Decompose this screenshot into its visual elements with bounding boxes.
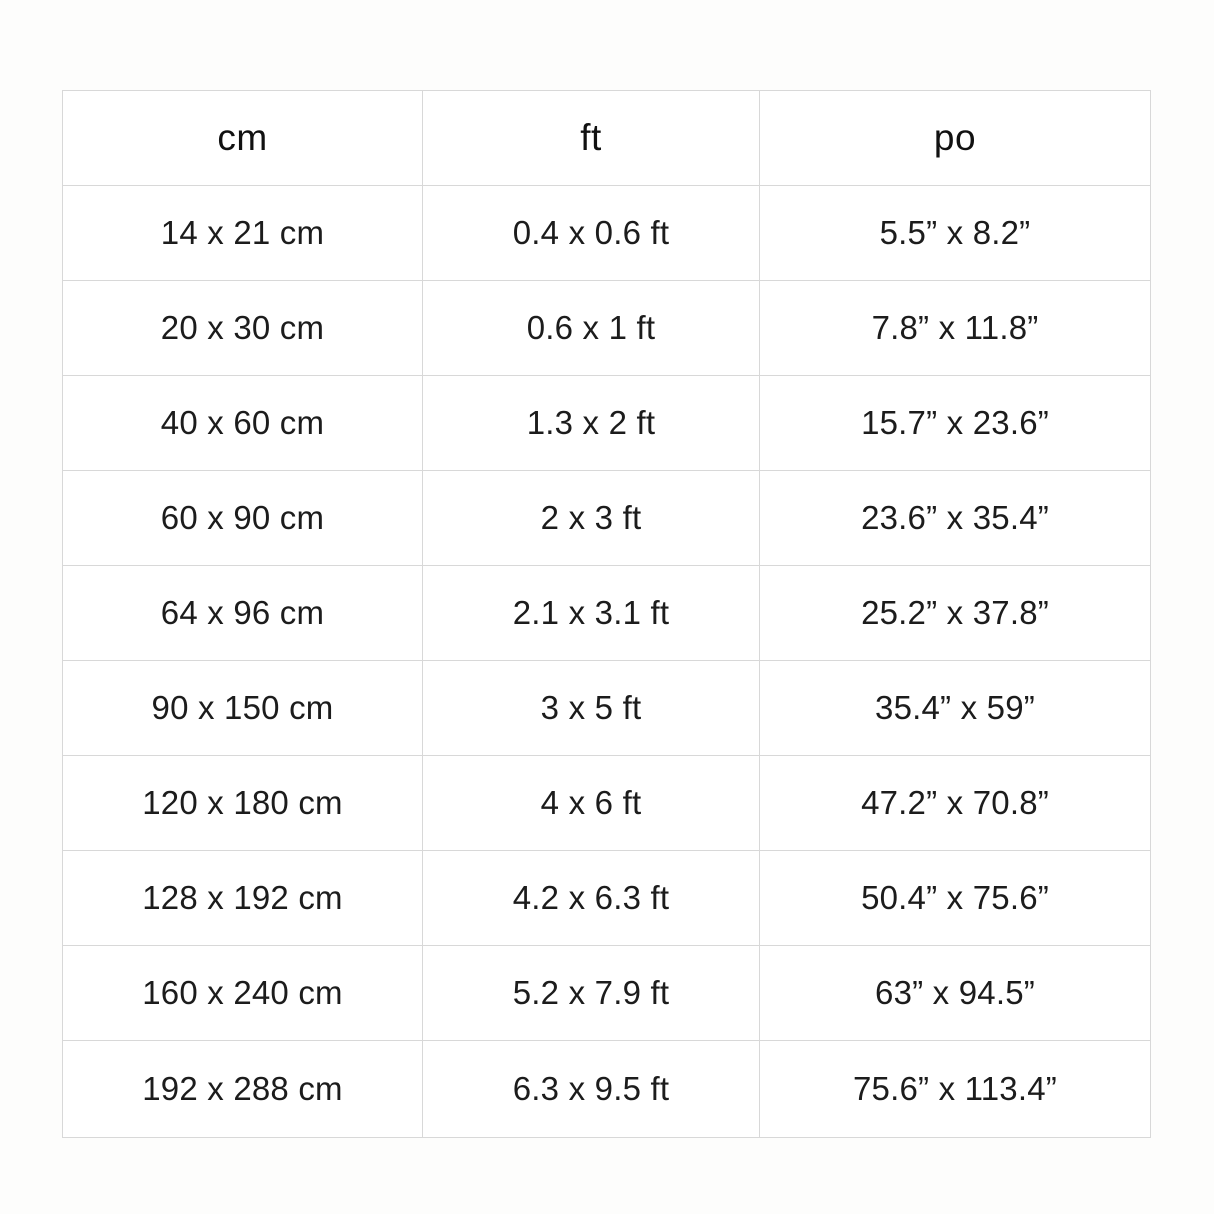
cell-ft: 4.2 x 6.3 ft	[423, 851, 760, 946]
cell-po: 75.6” x 113.4”	[760, 1041, 1151, 1138]
table-row	[63, 566, 1151, 661]
cell-ft: 3 x 5 ft	[423, 661, 760, 756]
table-row	[63, 471, 1151, 566]
cell-po: 5.5” x 8.2”	[760, 186, 1151, 281]
table-body	[63, 186, 1151, 1138]
cell-ft: 6.3 x 9.5 ft	[423, 1041, 760, 1138]
table-row	[63, 376, 1151, 471]
size-conversion-table	[62, 90, 1151, 1138]
table-row	[63, 756, 1151, 851]
size-conversion-table-container	[62, 90, 1150, 1120]
cell-ft: 1.3 x 2 ft	[423, 376, 760, 471]
cell-ft: 0.4 x 0.6 ft	[423, 186, 760, 281]
cell-cm: 128 x 192 cm	[63, 851, 423, 946]
table-row	[63, 946, 1151, 1041]
cell-po: 47.2” x 70.8”	[760, 756, 1151, 851]
cell-ft: 2 x 3 ft	[423, 471, 760, 566]
column-header-po: po	[760, 91, 1151, 186]
cell-cm: 160 x 240 cm	[63, 946, 423, 1041]
cell-po: 63” x 94.5”	[760, 946, 1151, 1041]
cell-cm: 60 x 90 cm	[63, 471, 423, 566]
cell-po: 15.7” x 23.6”	[760, 376, 1151, 471]
cell-cm: 64 x 96 cm	[63, 566, 423, 661]
table-header	[63, 91, 1151, 186]
table-header-row	[63, 91, 1151, 186]
table-row	[63, 851, 1151, 946]
cell-ft: 2.1 x 3.1 ft	[423, 566, 760, 661]
cell-cm: 20 x 30 cm	[63, 281, 423, 376]
cell-ft: 4 x 6 ft	[423, 756, 760, 851]
cell-cm: 14 x 21 cm	[63, 186, 423, 281]
cell-po: 7.8” x 11.8”	[760, 281, 1151, 376]
cell-cm: 192 x 288 cm	[63, 1041, 423, 1138]
cell-cm: 40 x 60 cm	[63, 376, 423, 471]
table-row	[63, 1041, 1151, 1138]
table-row	[63, 661, 1151, 756]
column-header-ft: ft	[423, 91, 760, 186]
cell-po: 25.2” x 37.8”	[760, 566, 1151, 661]
cell-ft: 0.6 x 1 ft	[423, 281, 760, 376]
cell-po: 23.6” x 35.4”	[760, 471, 1151, 566]
column-header-cm: cm	[63, 91, 423, 186]
cell-po: 35.4” x 59”	[760, 661, 1151, 756]
cell-cm: 120 x 180 cm	[63, 756, 423, 851]
cell-ft: 5.2 x 7.9 ft	[423, 946, 760, 1041]
cell-po: 50.4” x 75.6”	[760, 851, 1151, 946]
table-row	[63, 281, 1151, 376]
cell-cm: 90 x 150 cm	[63, 661, 423, 756]
table-row	[63, 186, 1151, 281]
